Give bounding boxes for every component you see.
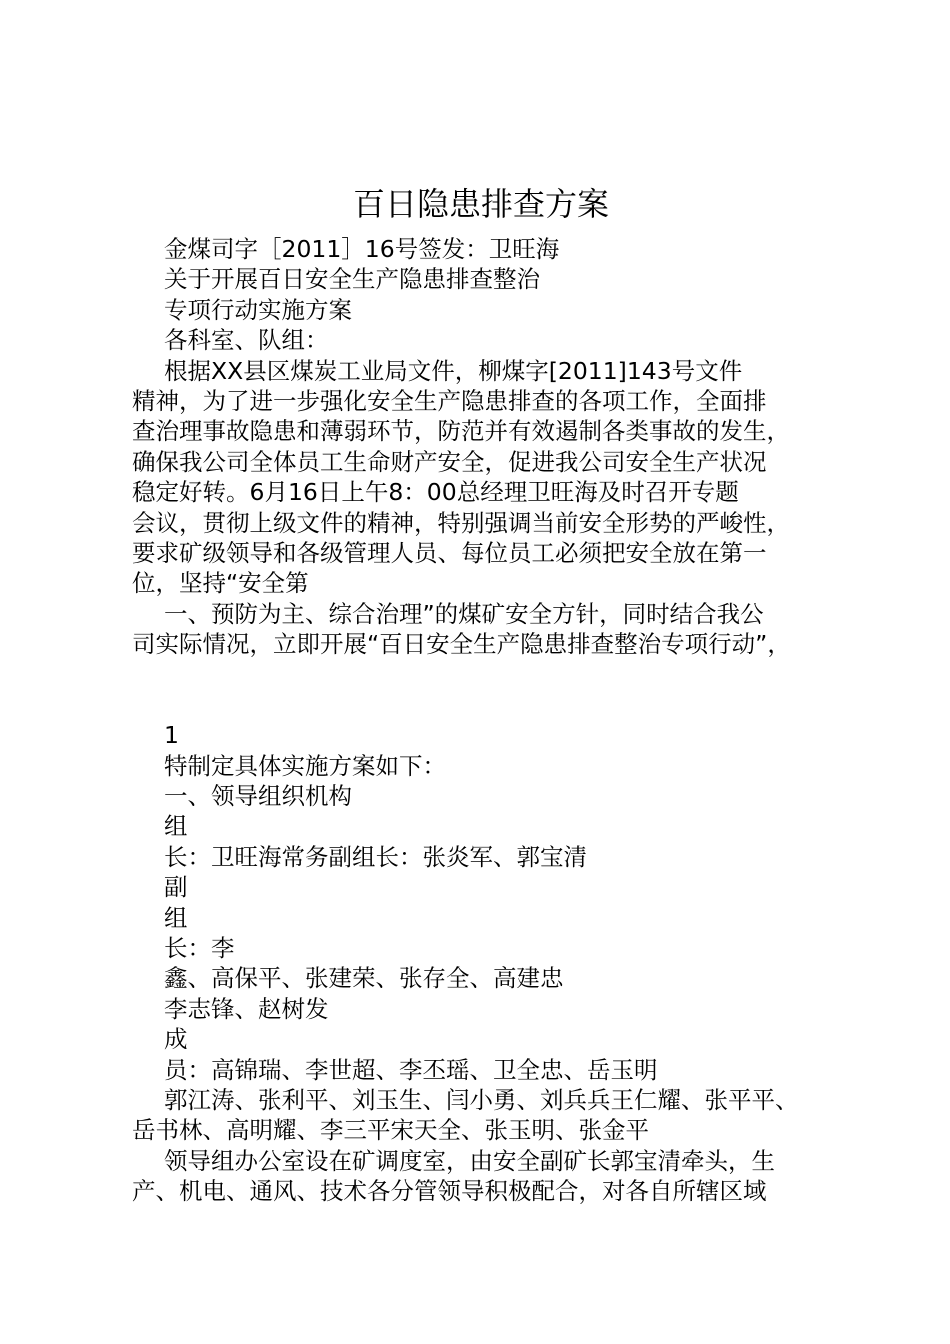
page-break-gap (132, 659, 852, 720)
paragraph-line: 会议，贯彻上级文件的精神，特别强调当前安全形势的严峻性， (132, 508, 790, 537)
paragraph-line: 精神，为了进一步强化安全生产隐患排查的各项工作，全面排 (132, 386, 767, 415)
roster-line: 长：李 (164, 934, 235, 962)
subject-line-1: 关于开展百日安全生产隐患排查整治 (164, 265, 540, 294)
section-heading: 一、领导组织机构 (164, 782, 352, 811)
paragraph-line: 司实际情况，立即开展“百日安全生产隐患排查整治专项行动”， (132, 630, 791, 659)
paragraph-line: 确保我公司全体员工生命财产安全，促进我公司安全生产状况 (132, 447, 767, 476)
paragraph-line: 特制定具体实施方案如下： (164, 751, 446, 780)
page-number: 1 (164, 721, 179, 750)
paragraph-line: 领导组办公室设在矿调度室，由安全副矿长郭宝清牵头，生 (164, 1146, 775, 1175)
roster-line: 成 (164, 1025, 188, 1054)
paragraph-line: 根据XX县区煤炭工业局文件，柳煤字[2011]143号文件 (164, 356, 743, 385)
document-body (132, 234, 852, 1207)
roster-line: 长：卫旺海常务副组长：张炎军、郭宝清 (164, 842, 587, 871)
document-title: 百日隐患排查方案 (352, 185, 609, 223)
paragraph-line: 查治理事故隐患和薄弱环节，防范并有效遏制各类事故的发生， (132, 417, 790, 446)
roster-line: 副 (164, 873, 188, 902)
paragraph-line: 一、预防为主、综合治理”的煤矿安全方针，同时结合我公 (164, 599, 764, 628)
addressee-line: 各科室、队组： (164, 326, 329, 355)
roster-line: 岳书林、高明耀、李三平宋天全、张玉明、张金平 (132, 1116, 649, 1145)
roster-line: 鑫、高保平、张建荣、张存全、高建忠 (164, 964, 564, 993)
roster-line: 组 (164, 812, 188, 841)
roster-line: 郭江涛、张利平、刘玉生、闫小勇、刘兵兵王仁耀、张平平、 (164, 1085, 799, 1114)
issuance-line: 金煤司字［2011］16号签发：卫旺海 (164, 235, 560, 263)
paragraph-line: 要求矿级领导和各级管理人员、每位员工必须把安全放在第一 (132, 538, 767, 567)
paragraph-line: 产、机电、通风、技术各分管领导积极配合，对各自所辖区域 (132, 1177, 767, 1206)
paragraph-line: 位，坚持“安全第 (132, 569, 309, 598)
paragraph-line: 稳定好转。6月16日上午8：00总经理卫旺海及时召开专题 (132, 478, 739, 507)
roster-line: 员：高锦瑞、李世超、李丕瑶、卫全忠、岳玉明 (164, 1055, 658, 1084)
subject-line-2: 专项行动实施方案 (164, 295, 352, 324)
roster-line: 组 (164, 903, 188, 932)
roster-line: 李志锋、赵树发 (164, 994, 329, 1023)
